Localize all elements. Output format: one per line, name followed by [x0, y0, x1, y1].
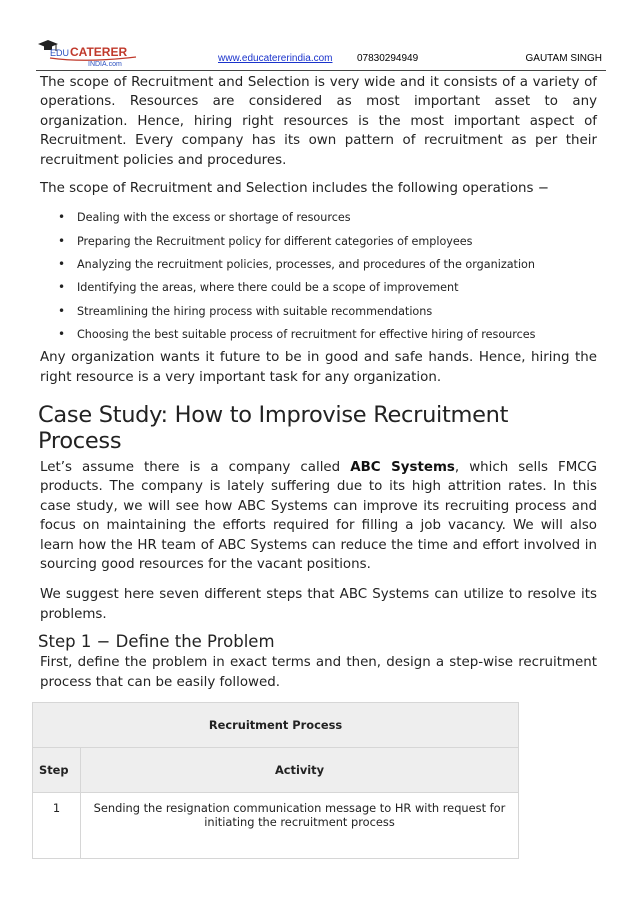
case-study-heading: Case Study: How to Improvise Recruitment Process	[38, 402, 509, 455]
svg-text:CATERER: CATERER	[70, 45, 128, 59]
website-link[interactable]: www.educatererindia.com	[218, 53, 333, 64]
table-row	[33, 793, 519, 859]
list-item: • Streamlining the hiring process with suitable recommendations	[40, 300, 597, 323]
table-caption-row	[33, 703, 519, 748]
list-item: • Identifying the areas, where there could be a scope of improvement	[40, 276, 597, 299]
table-header-row	[33, 748, 519, 793]
case-study-paragraph-1	[40, 458, 597, 574]
column-header-activity: Activity	[81, 748, 519, 793]
cell-step: 1	[33, 793, 81, 859]
header-divider	[36, 70, 606, 71]
table-caption: Recruitment Process	[33, 703, 519, 748]
list-item: • Choosing the best suitable process of recruitment for effective hiring of resources	[40, 323, 597, 346]
list-item: • Preparing the Recruitment policy for different categories of employees	[40, 230, 597, 253]
intro-paragraph-3: Any organization wants it future to be in good and safe hands. Hence, hiring the right resource is a very important task for any organization.	[40, 350, 597, 385]
phone-number: 07830294949	[357, 53, 419, 64]
page-header	[36, 36, 606, 72]
scope-bullet-list	[40, 206, 597, 346]
list-item: • Analyzing the recruitment policies, processes, and procedures of the organization	[40, 253, 597, 276]
text-segment: Let’s assume there is a company called	[40, 460, 351, 476]
cell-activity: Sending the resignation communication message to HR with request for initiating the recruitment process	[81, 793, 519, 859]
case-study-paragraph-2: We suggest here seven different steps that ABC Systems can utilize to resolve its problems.	[40, 587, 597, 622]
document-body	[40, 73, 597, 859]
recruitment-process-table	[32, 702, 519, 859]
intro-paragraph-2: The scope of Recruitment and Selection includes the following operations −	[40, 181, 549, 197]
svg-text:EDU: EDU	[50, 48, 70, 58]
step-1-heading: Step 1 − Define the Problem	[38, 632, 275, 652]
list-item: • Dealing with the excess or shortage of resources	[40, 206, 597, 229]
text-segment: , which sells FMCG products. The company is lately suffering due to its high attrition rates. In this case study, we will see how ABC Systems can improve its recruiting process and focus on maintaining the efforts required for filling a job vacancy. We will also learn how the HR team of ABC Systems can reduce the time and effort involved in sourcing good resources for the vacant positions.	[40, 460, 597, 573]
svg-text:INDIA.com: INDIA.com	[88, 61, 122, 68]
step-1-paragraph: First, define the problem in exact terms and then, design a step-wise recruitment process that can be easily followed.	[40, 655, 597, 690]
intro-paragraph-1: The scope of Recruitment and Selection is very wide and it consists of a variety of operations. Resources are considered as most important asset to any organization. Hence, hiring right resources is the most important aspect of Recruitment. Every company has its own pattern of recruitment as per their recruitment policies and procedures.	[40, 75, 597, 168]
company-name: ABC Systems	[350, 460, 455, 476]
author-name: GAUTAM SINGH	[525, 53, 602, 64]
column-header-step: Step	[33, 748, 81, 793]
educaterer-logo	[36, 36, 146, 68]
